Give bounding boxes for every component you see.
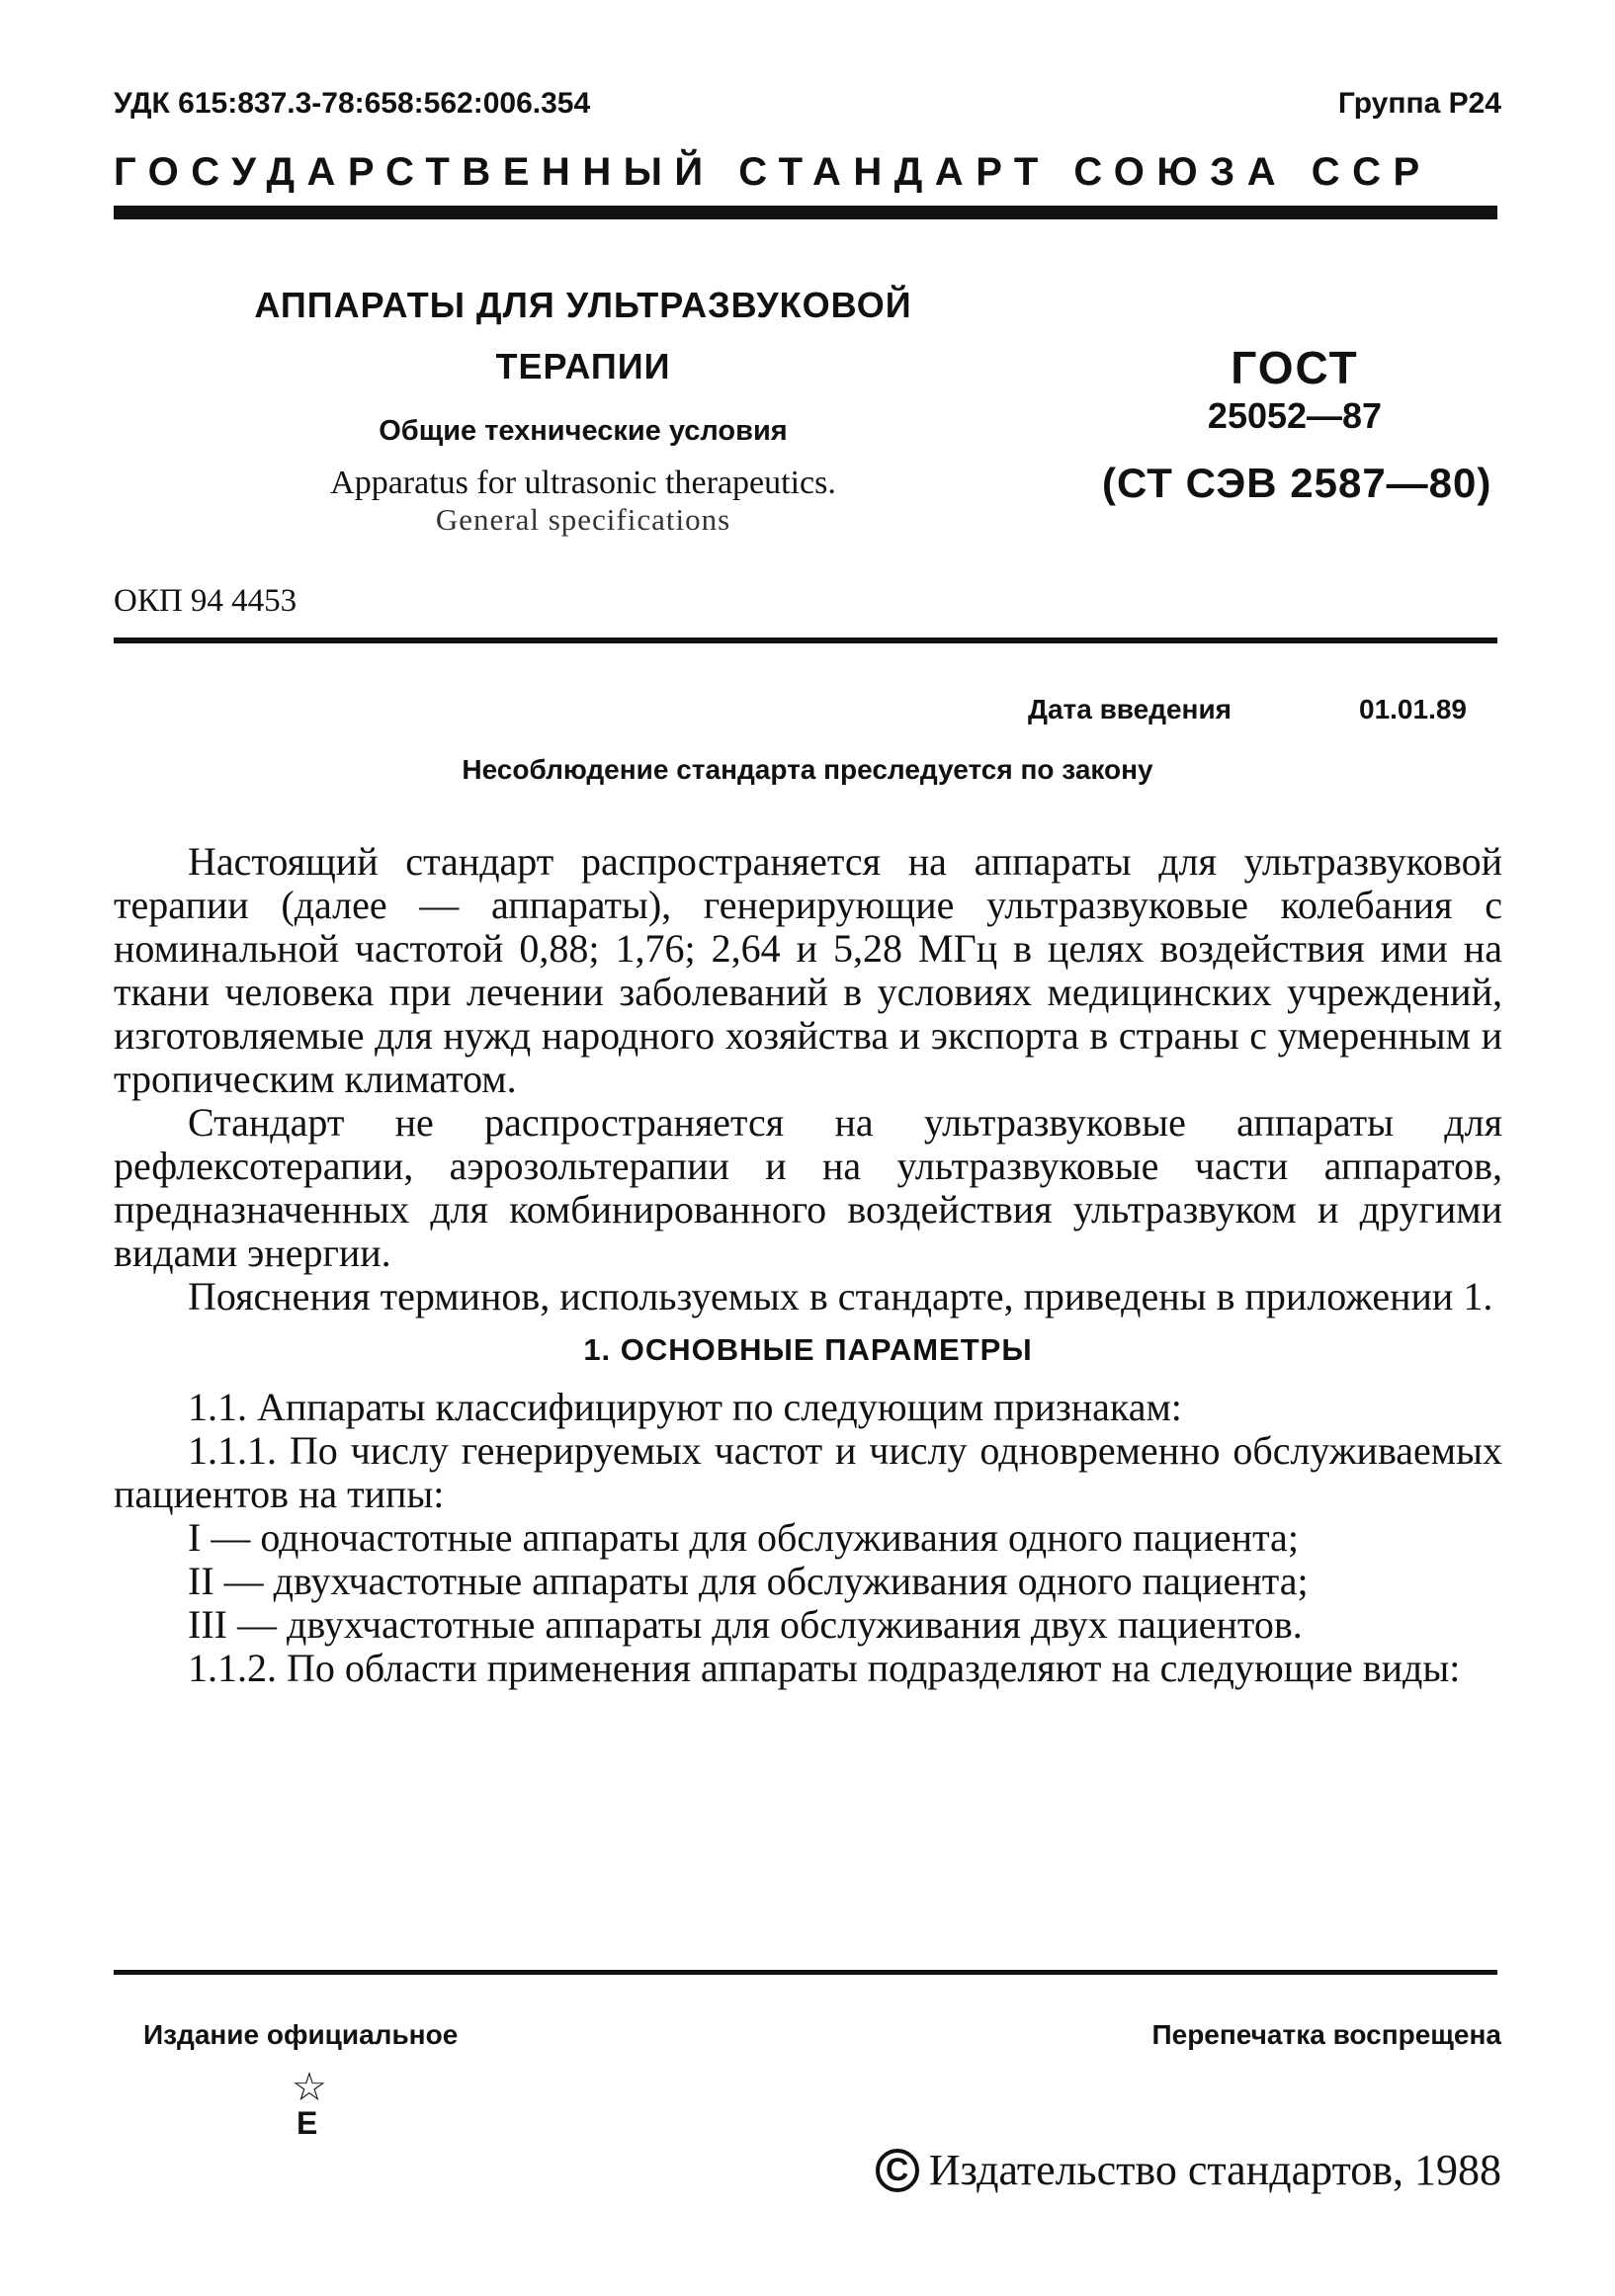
english-title-line-1: Apparatus for ultrasonic therapeutics.	[330, 465, 836, 501]
english-title-line-2: General specifications	[435, 502, 731, 537]
cmea-designation: (СТ СЭВ 2587—80)	[1102, 460, 1492, 506]
edition-mark: Е	[297, 2105, 318, 2141]
official-edition: Издание официальное	[143, 2019, 459, 2050]
paragraph-terms: Пояснения терминов, используемых в стандарте, приведены в приложении 1.	[188, 1274, 1493, 1318]
type-iii: III — двухчастотные аппараты для обслуживания двух пациентов.	[188, 1602, 1303, 1647]
section-title: 1. ОСНОВНЫЕ ПАРАМЕТРЫ	[583, 1332, 1033, 1367]
document-body	[114, 840, 1502, 1690]
title-line-1: АППАРАТЫ ДЛЯ УЛЬТРАЗВУКОВОЙ	[254, 285, 912, 325]
header-rule	[114, 206, 1497, 219]
clause-1-1-1: 1.1.1. По числу генерируемых частот и числу одновременно обслуживаемых пациентов на типы:	[114, 1428, 1502, 1516]
okp-code: ОКП 94 4453	[114, 583, 298, 619]
legal-notice: Несоблюдение стандарта преследуется по закону	[462, 754, 1153, 785]
star-icon: ☆	[292, 2065, 327, 2109]
gost-number: 25052—87	[1207, 395, 1383, 436]
footer-rule	[114, 1970, 1497, 1975]
title-rule	[114, 638, 1497, 643]
clause-1-1-2: 1.1.2. По области применения аппараты подразделяют на следующие виды:	[188, 1646, 1461, 1690]
publisher-name: Издательство стандартов, 1988	[928, 2146, 1501, 2194]
subtitle: Общие технические условия	[379, 415, 788, 447]
publisher-line	[876, 2145, 1501, 2195]
paragraph-scope: Настоящий стандарт распространяется на аппараты для ультразвуковой терапии (далее — аппараты), генерирующие ультразвуковые колебания с номинальной частотой 0,88; 1,76; 2,64 и 5,28 МГц в целях воздействия ими на ткани человека при лечении заболеваний в условиях медицинских учреждений, изготовляемые для нужд народного хозяйства и экспорта в страны с умеренным и тропическим климатом.	[114, 839, 1502, 1101]
copyright-icon: C	[876, 2149, 919, 2192]
udk-code: УДК 615:837.3-78:658:562:006.354	[114, 87, 591, 120]
state-standard-heading: ГОСУДАРСТВЕННЫЙ СТАНДАРТ СОЮЗА ССР	[114, 150, 1432, 194]
title-line-2: ТЕРАПИИ	[495, 346, 671, 386]
intro-date	[1028, 694, 1467, 725]
gost-label: ГОСТ	[1231, 342, 1359, 393]
intro-date-label: Дата введения	[1028, 694, 1232, 724]
paragraph-exclusions: Стандарт не распространяется на ультразвуковые аппараты для рефлексотерапии, аэрозольтерапии и на ультразвуковые части аппаратов, предназначенных для комбинированного воздействия ультразвуком и другими видами энергии.	[114, 1100, 1502, 1275]
reprint-prohibited: Перепечатка воспрещена	[1151, 2019, 1501, 2050]
group-code: Группа Р24	[1337, 87, 1501, 120]
type-i: I — одночастотные аппараты для обслуживания одного пациента;	[188, 1515, 1299, 1560]
type-ii: II — двухчастотные аппараты для обслуживания одного пациента;	[188, 1559, 1309, 1603]
clause-1-1: 1.1. Аппараты классифицируют по следующим признакам:	[188, 1385, 1182, 1429]
intro-date-value: 01.01.89	[1359, 694, 1467, 724]
